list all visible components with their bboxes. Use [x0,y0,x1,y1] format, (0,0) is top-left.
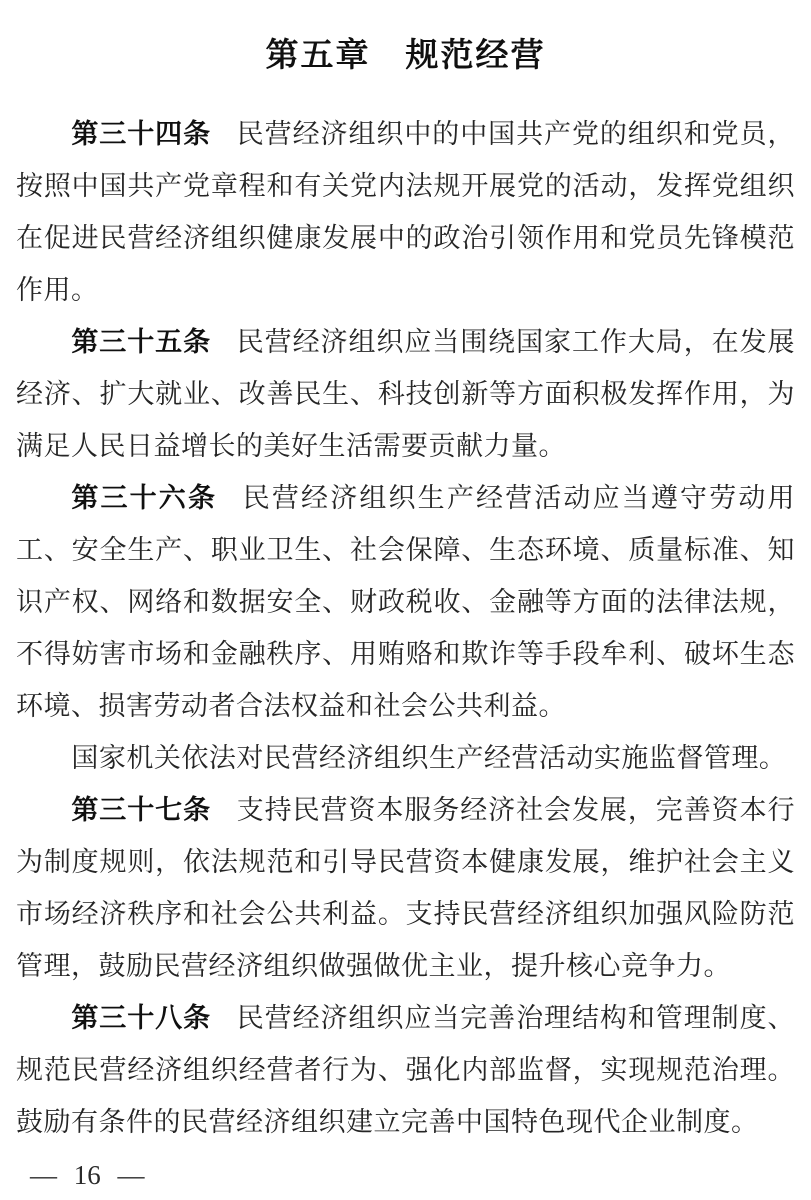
law-paragraph [16,108,795,316]
law-paragraph [16,992,795,1148]
chapter-title: 第五章 规范经营 [265,36,546,73]
page-number: — 16 — [30,1160,145,1190]
article-number: 第三十七条 [71,795,212,825]
law-paragraph [16,316,795,472]
paragraph-text: 民营经济组织应当围绕国家工作大局，在发展经济、扩大就业、改善民生、科技创新等方面积极发挥作用，为满足人民日益增长的美好生活需要贡献力量。 [16,327,796,461]
paragraph-text: 国家机关依法对民营经济组织生产经营活动实施监督管理。 [71,743,787,773]
article-number: 第三十四条 [71,119,212,149]
law-paragraph [16,472,795,732]
paragraph-text: 民营经济组织中的中国共产党的组织和党员，按照中国共产党章程和有关党内法规开展党的活动，发挥党组织在促进民营经济组织健康发展中的政治引领作用和党员先锋模范作用。 [16,119,796,305]
law-paragraph [16,732,795,784]
article-number: 第三十五条 [71,327,212,357]
article-number: 第三十六条 [71,483,218,513]
paragraph-text: 民营经济组织生产经营活动应当遵守劳动用工、安全生产、职业卫生、社会保障、生态环境、质量标准、知识产权、网络和数据安全、财政税收、金融等方面的法律法规，不得妨害市场和金融秩序、用贿赂和欺诈等手段牟利、破坏生态环境、损害劳动者合法权益和社会公共利益。 [16,483,796,721]
paragraph-text: 民营经济组织应当完善治理结构和管理制度、规范民营经济组织经营者行为、强化内部监督，实现规范治理。鼓励有条件的民营经济组织建立完善中国特色现代企业制度。 [16,1003,796,1137]
article-number: 第三十八条 [71,1003,212,1033]
document-body [16,108,795,1148]
law-paragraph [16,784,795,992]
paragraph-text: 支持民营资本服务经济社会发展，完善资本行为制度规则，依法规范和引导民营资本健康发展，维护社会主义市场经济秩序和社会公共利益。支持民营经济组织加强风险防范管理，鼓励民营经济组织做强做优主业，提升核心竞争力。 [16,795,796,981]
